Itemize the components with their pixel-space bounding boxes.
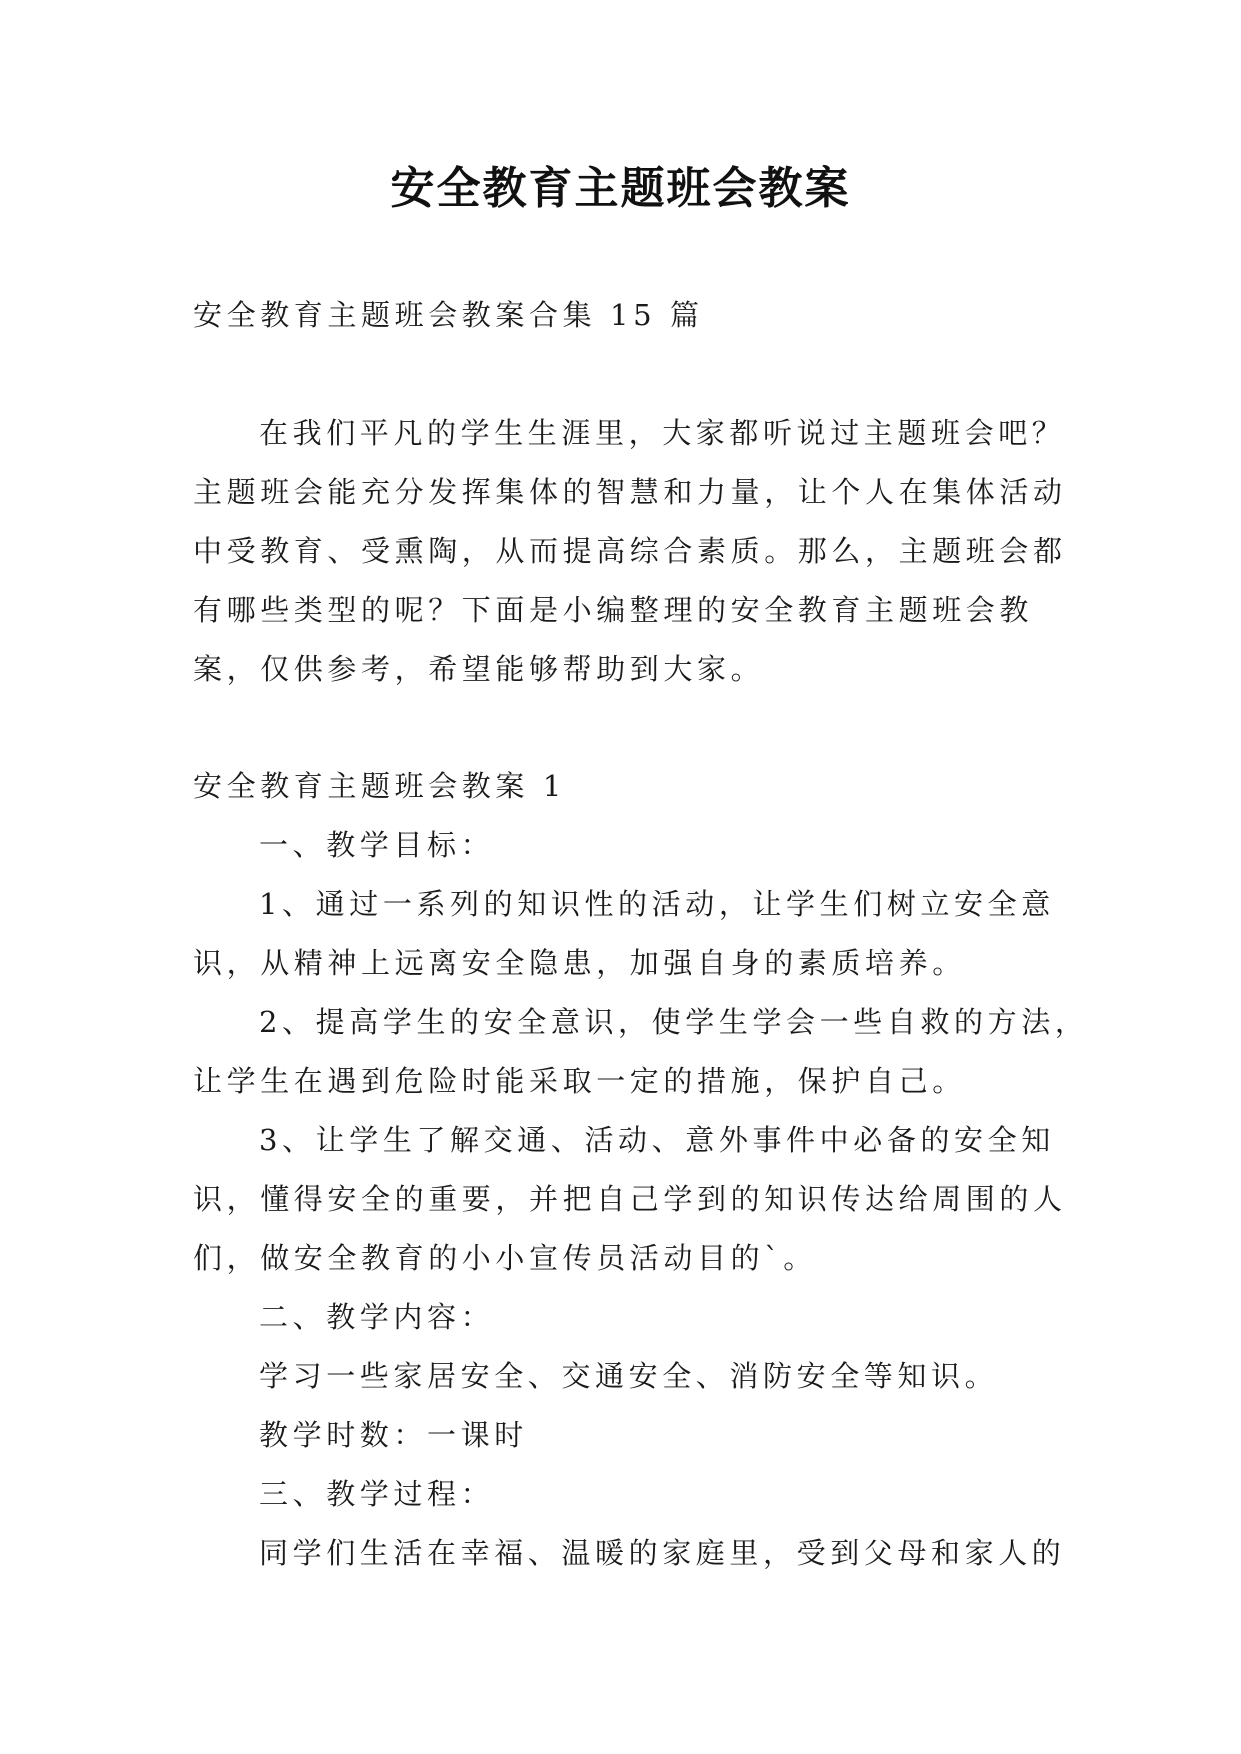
body-line: 3、让学生了解交通、活动、意外事件中必备的安全知 [259,1123,1055,1157]
page-title: 安全教育主题班会教案 [390,163,851,214]
body-line: 同学们生活在幸福、温暖的家庭里，受到父母和家人的 [259,1536,1066,1570]
intro-line: 中受教育、受熏陶，从而提高综合素质。那么，主题班会都 [193,534,1067,568]
body-line: 二、教学内容： [259,1300,495,1334]
intro-line: 在我们平凡的学生生涯里，大家都听说过主题班会吧？ [259,416,1066,450]
intro-line: 案，仅供参考，希望能够帮助到大家。 [193,652,765,686]
body-line: 学习一些家居安全、交通安全、消防安全等知识。 [259,1359,999,1393]
body-line: 三、教学过程： [259,1477,495,1511]
body-line: 们，做安全教育的小小宣传员活动目的`。 [193,1241,817,1275]
body-line: 识，懂得安全的重要，并把自己学到的知识传达给周围的人 [193,1182,1067,1216]
body-line: 1、通过一系列的知识性的活动，让学生们树立安全意 [259,887,1055,921]
body-line: 一、教学目标： [259,828,495,862]
body-line: 教学时数：一课时 [259,1418,528,1452]
body-line: 识，从精神上远离安全隐患，加强自身的素质培养。 [193,946,966,980]
subtitle: 安全教育主题班会教案合集 15 篇 [193,298,704,332]
section-heading: 安全教育主题班会教案 1 [193,769,566,803]
body-line: 让学生在遇到危险时能采取一定的措施，保护自己。 [193,1064,966,1098]
body-line: 2、提高学生的安全意识，使学生学会一些自救的方法， [259,1005,1089,1039]
intro-line: 主题班会能充分发挥集体的智慧和力量，让个人在集体活动 [193,475,1067,509]
intro-line: 有哪些类型的呢？下面是小编整理的安全教育主题班会教 [193,593,1034,627]
